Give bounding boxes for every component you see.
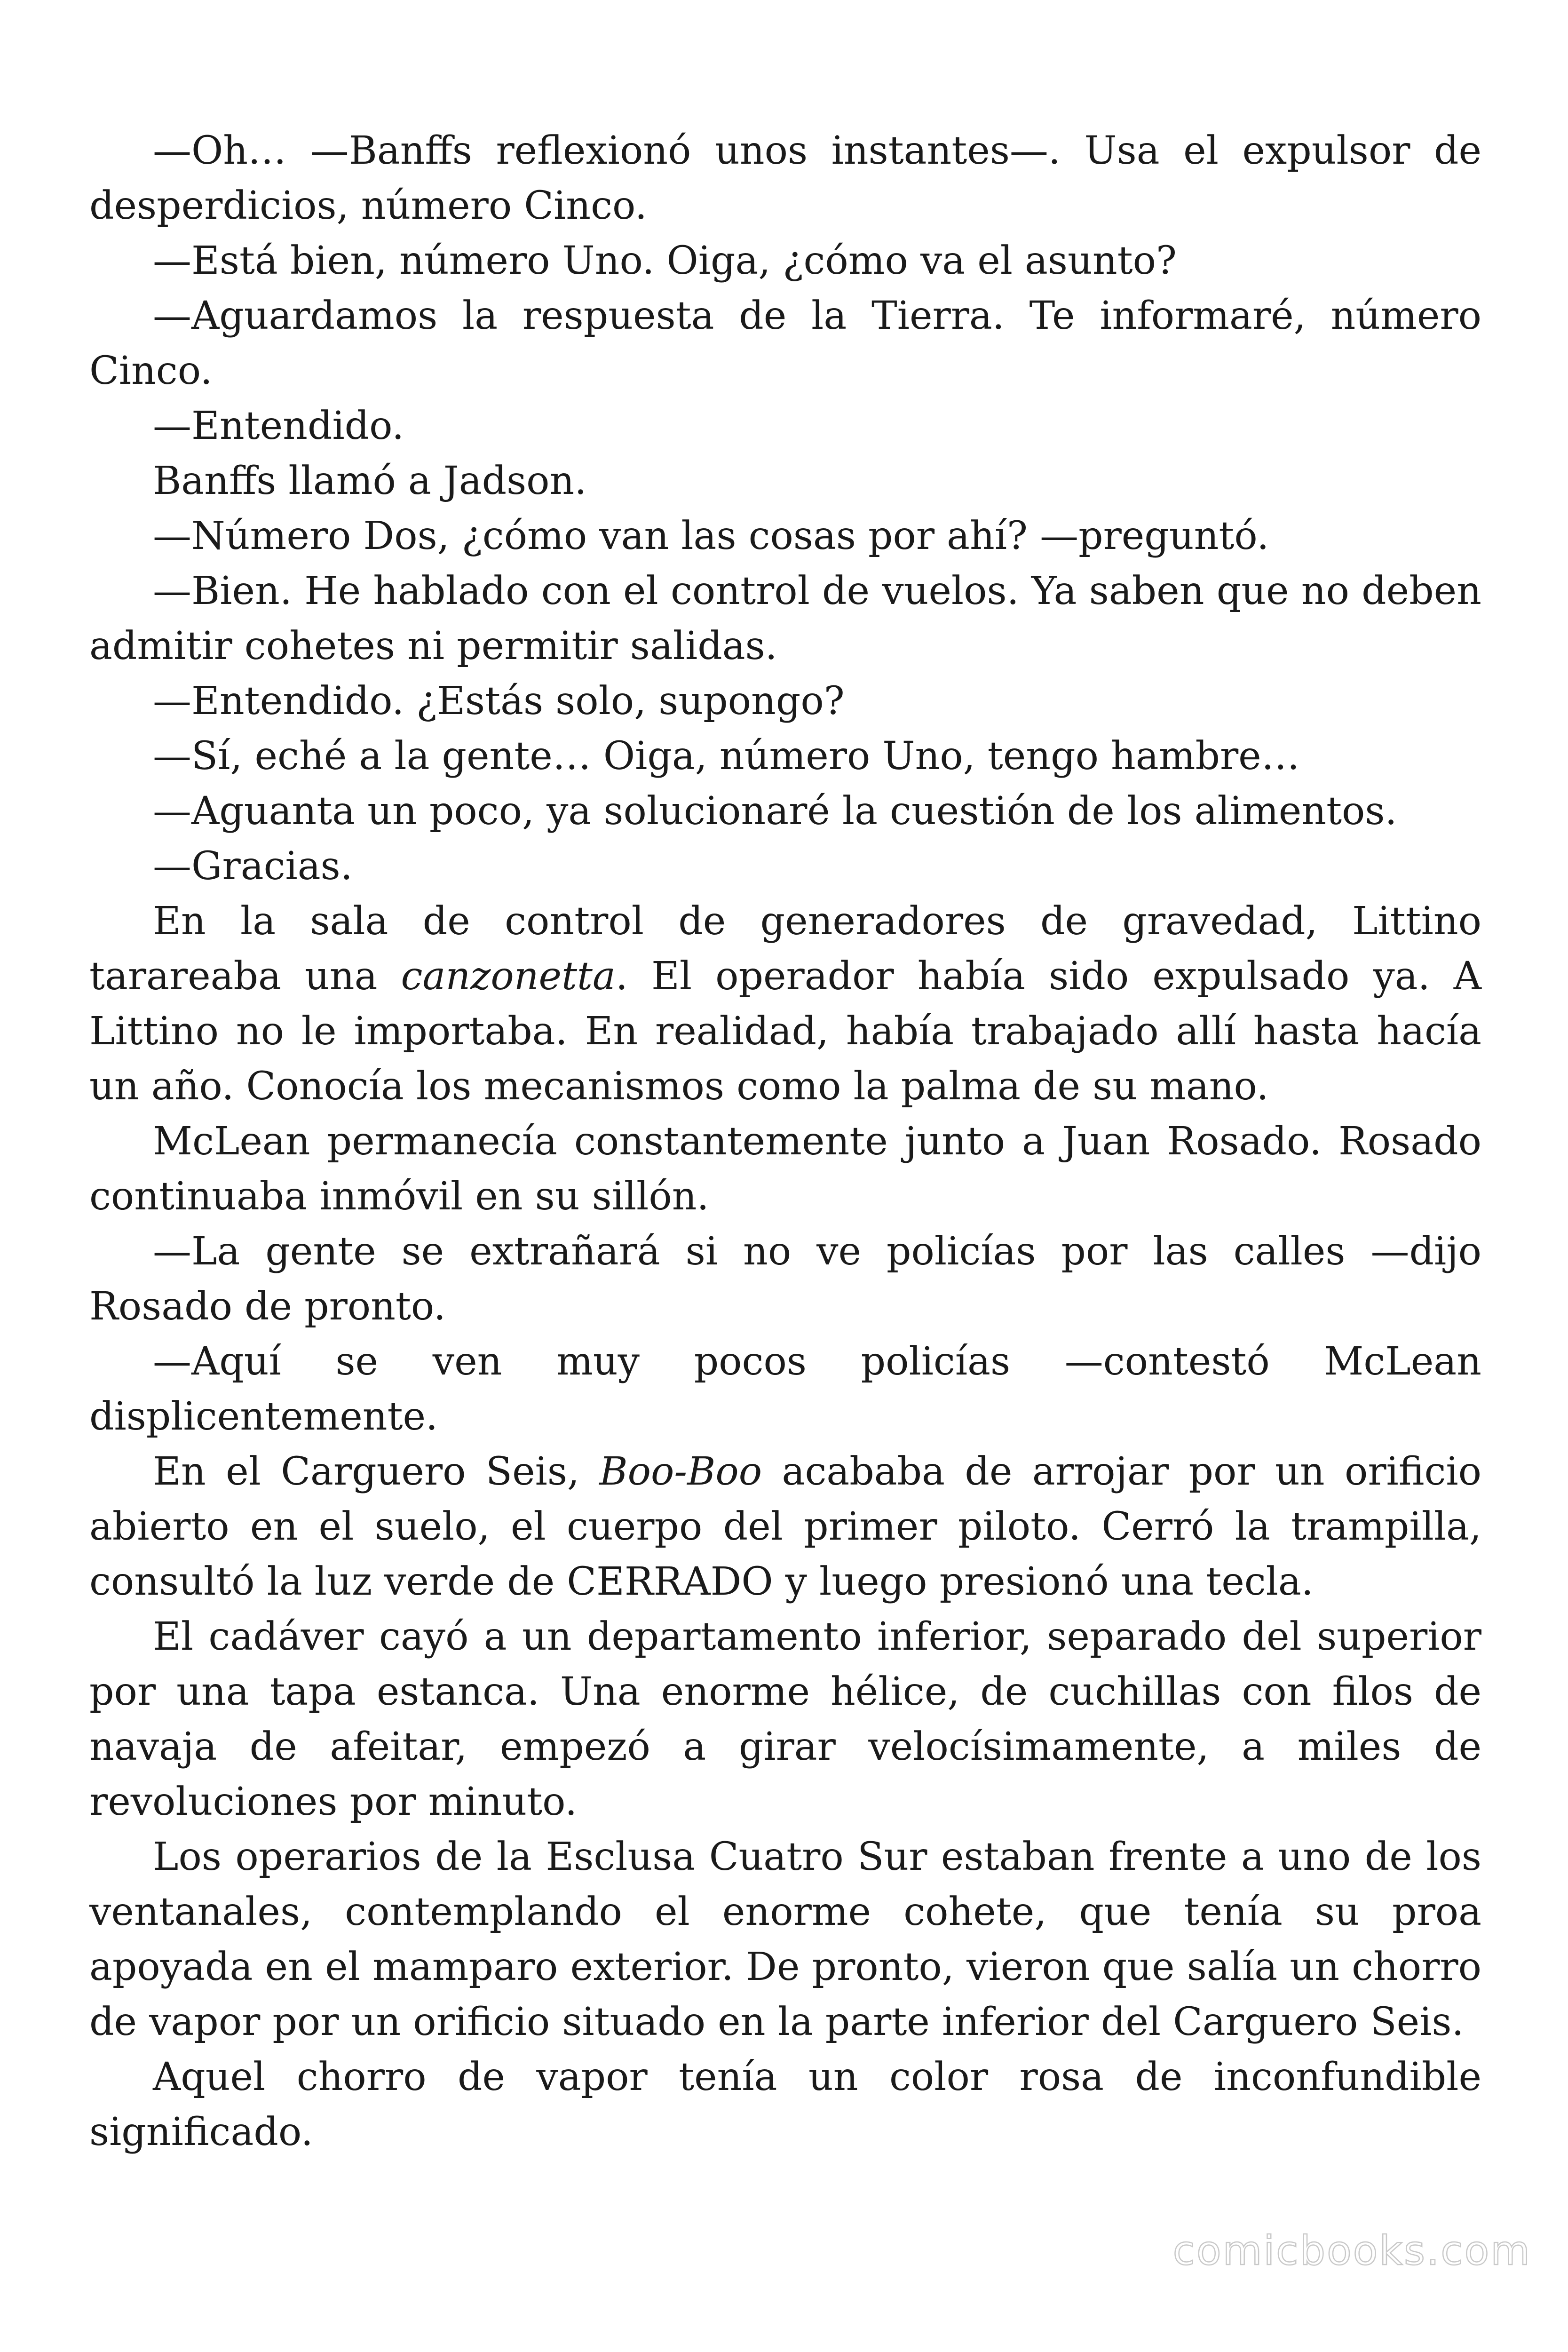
italic-text: canzonetta <box>401 954 616 999</box>
paragraph <box>89 398 1481 453</box>
paragraph <box>89 123 1481 233</box>
watermark-logo: comicbooks.com <box>1172 2227 1531 2274</box>
paragraph <box>89 233 1481 288</box>
paragraph <box>89 839 1481 894</box>
text-run: Aquel chorro de vapor tenía un color rosa de inconfundible significado. <box>89 2055 1481 2154</box>
text-run: —La gente se extrañará si no ve policías por las calles —dijo Rosado de pronto. <box>89 1229 1481 1329</box>
paragraph <box>89 2050 1481 2160</box>
paragraph <box>89 1114 1481 1224</box>
paragraph <box>89 1609 1481 1829</box>
paragraph <box>89 453 1481 509</box>
paragraph <box>89 1444 1481 1609</box>
text-run: McLean permanecía constantemente junto a Juan Rosado. Rosado continuaba inmóvil en su sillón. <box>89 1119 1481 1219</box>
text-run: En la sala de control de generadores de gravedad, Littino tarareaba una <box>89 899 1481 999</box>
text-run: —Número Dos, ¿cómo van las cosas por ahí? —preguntó. <box>153 514 1269 558</box>
paragraph <box>89 1334 1481 1444</box>
text-run: —Aguardamos la respuesta de la Tierra. Te informaré, número Cinco. <box>89 294 1481 393</box>
page-body <box>89 123 1481 2160</box>
text-run: —Aquí se ven muy pocos policías —contestó McLean displicentemente. <box>89 1339 1481 1439</box>
text-run: . El operador había sido expulsado ya. A Littino no le importaba. En realidad, había trabajado allí hasta hacía un año. Conocía los mecanismos como la palma de su mano. <box>89 954 1482 1109</box>
text-run: El cadáver cayó a un departamento inferior, separado del superior por una tapa estanca. Una enorme hélice, de cuchillas con filos de navaja de afeitar, empezó a girar velocísimamente, a miles de revoluciones por minuto. <box>89 1614 1481 1824</box>
text-run: —Entendido. <box>153 404 404 448</box>
text-run: —Está bien, número Uno. Oiga, ¿cómo va el asunto? <box>153 238 1177 283</box>
paragraph <box>89 1829 1481 2050</box>
text-run: —Entendido. ¿Estás solo, supongo? <box>153 679 845 723</box>
text-run: —Bien. He hablado con el control de vuelos. Ya saben que no deben admitir cohetes ni permitir salidas. <box>89 569 1481 668</box>
text-run: En el Carguero Seis, <box>153 1449 600 1494</box>
text-run: acababa de arrojar por un orificio abierto en el suelo, el cuerpo del primer piloto. Cerró la trampilla, consultó la luz verde de CERRADO y luego presionó una tecla. <box>89 1449 1481 1604</box>
italic-text: Boo-Boo <box>599 1449 762 1494</box>
paragraph <box>89 784 1481 839</box>
text-run: Los operarios de la Esclusa Cuatro Sur estaban frente a uno de los ventanales, contemplando el enorme cohete, que tenía su proa apoyada en el mamparo exterior. De pronto, vieron que salía un chorro de vapor por un orificio situado en la parte inferior del Carguero Seis. <box>89 1835 1481 2044</box>
text-run: Banffs llamó a Jadson. <box>153 459 587 503</box>
text-run: —Oh… —Banffs reflexionó unos instantes—. Usa el expulsor de desperdicios, número Cinco. <box>89 128 1481 228</box>
paragraph <box>89 288 1481 398</box>
text-run: —Gracias. <box>153 844 353 889</box>
paragraph <box>89 894 1481 1114</box>
paragraph <box>89 564 1481 674</box>
paragraph <box>89 1224 1481 1334</box>
text-run: —Sí, eché a la gente… Oiga, número Uno, tengo hambre… <box>153 734 1300 779</box>
text-run: —Aguanta un poco, ya solucionaré la cuestión de los alimentos. <box>153 789 1397 834</box>
paragraph <box>89 674 1481 729</box>
paragraph <box>89 729 1481 784</box>
paragraph <box>89 509 1481 564</box>
